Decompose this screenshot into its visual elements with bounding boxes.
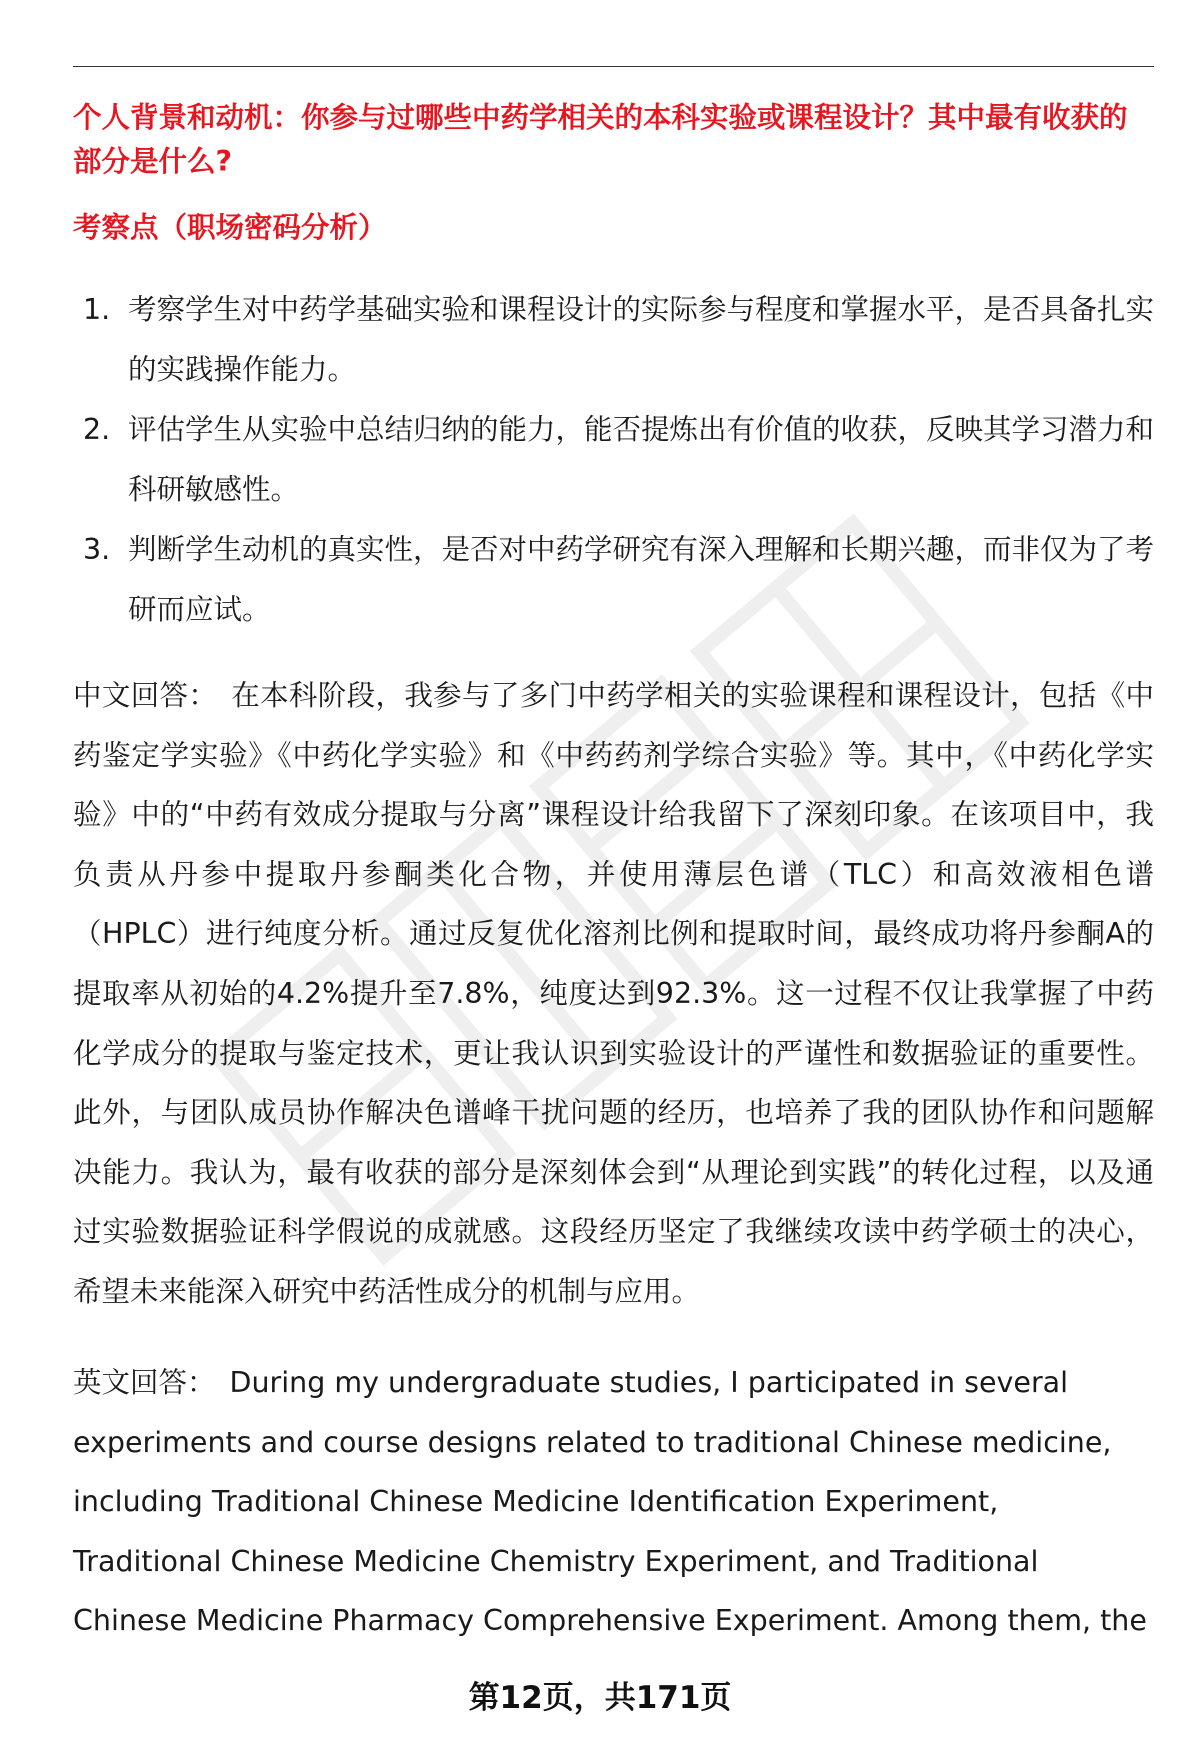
english-answer-label: 英文回答： <box>73 1366 216 1399</box>
chinese-answer-text: 在本科阶段，我参与了多门中药学相关的实验课程和课程设计，包括《中药鉴定学实验》《中药化学实验》和《中药药剂学综合实验》等。其中，《中药化学实验》中的“中药有效成分提取与分离”课程设计给我留下了深刻印象。在该项目中，我负责从丹参中提取丹参酮类化合物，并使用薄层色谱（TLC）和高效液相色谱（HPLC）进行纯度分析。通过反复优化溶剂比例和提取时间，最终成功将丹参酮A的提取率从初始的4.2%提升至7.8%，纯度达到92.3%。这一过程不仅让我掌握了中药化学成分的提取与鉴定技术，更让我认识到实验设计的严谨性和数据验证的重要性。此外，与团队成员协作解决色谱峰干扰问题的经历，也培养了我的团队协作和问题解决能力。我认为，最有收获的部分是深刻体会到“从理论到实践”的转化过程，以及通过实验数据验证科学假说的成就感。这段经历坚定了我继续攻读中药学硕士的决心，希望未来能深入研究中药活性成分的机制与应用。 <box>73 679 1154 1308</box>
list-item <box>73 520 1154 640</box>
top-divider <box>73 66 1154 67</box>
english-answer-text: During my undergraduate studies, I participated in several experiments and course designs related to traditional Chinese medicine, including Traditional Chinese Medicine Identification Experiment, Traditional Chinese Medicine Chemistry Experiment, and Traditional Chinese Medicine Pharmacy Comprehensive Experiment. Among them, the <box>73 1366 1147 1638</box>
list-item <box>73 280 1154 400</box>
list-item <box>73 400 1154 520</box>
question-heading: 个人背景和动机：你参与过哪些中药学相关的本科实验或课程设计？其中最有收获的部分是什么? <box>73 101 1128 178</box>
list-item-text: 判断学生动机的真实性，是否对中药学研究有深入理解和长期兴趣，而非仅为了考研而应试。 <box>128 533 1155 626</box>
list-item-text: 评估学生从实验中总结归纳的能力，能否提炼出有价值的收获，反映其学习潜力和科研敏感性。 <box>128 413 1155 506</box>
list-item-text: 考察学生对中药学基础实验和课程设计的实际参与程度和掌握水平，是否具备扎实的实践操作能力。 <box>128 293 1155 386</box>
english-answer <box>73 1353 1154 1651</box>
page-footer: 第12页，共171页 <box>468 1680 732 1716</box>
list-item-number: 1. <box>83 293 111 326</box>
assessment-points-list <box>73 280 1154 640</box>
list-item-number: 2. <box>83 413 111 446</box>
chinese-answer <box>73 666 1154 1322</box>
section-title: 考察点（职场密码分析） <box>73 211 387 244</box>
chinese-answer-label: 中文回答： <box>73 679 218 712</box>
list-item-number: 3. <box>83 533 111 566</box>
